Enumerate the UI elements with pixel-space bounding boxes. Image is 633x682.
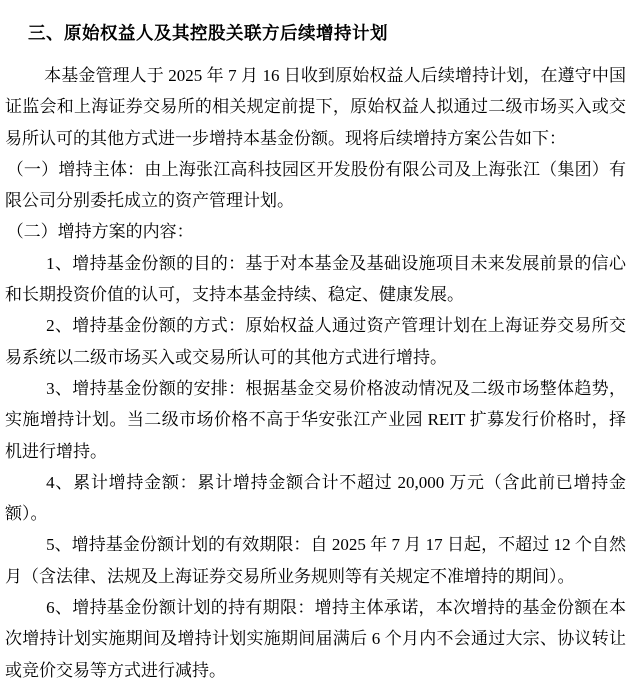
paragraph-plan-title: （二）增持方案的内容： bbox=[6, 222, 194, 242]
paragraph-item-1: 1、增持基金份额的目的：基于对本基金及基础设施项目未来发展前景的信心和长期投资价值的认可，支持本基金持续、稳定、健康发展。 bbox=[5, 253, 626, 305]
paragraph-item-2: 2、增持基金份额的方式：原始权益人通过资产管理计划在上海证券交易所交易系统以二级市场买入或交易所认可的其他方式进行增持。 bbox=[5, 316, 626, 367]
paragraph-subject: （一）增持主体：由上海张江高科技园区开发股份有限公司及上海张江（集团）有限公司分别委托成立的资产管理计划。 bbox=[5, 159, 626, 211]
paragraph-item-6: 6、增持基金份额计划的持有期限：增持主体承诺，本次增持的基金份额在本次增持计划实施期间及增持计划实施期间届满后 6 个月内不会通过大宗、协议转让或竞价交易等方式进行减持。 bbox=[5, 598, 626, 680]
paragraph-item-3: 3、增持基金份额的安排：根据基金交易价格波动情况及二级市场整体趋势，实施增持计划。当二级市场价格不高于华安张江产业园 REIT 扩募发行价格时，择机进行增持。 bbox=[5, 378, 626, 461]
paragraph-intro: 本基金管理人于 2025 年 7 月 16 日收到原始权益人后续增持计划，在遵守中国证监会和上海证券交易所的相关规定前提下，原始权益人拟通过二级市场买入或交易所认可的其他方式进一步增持本基金份额。现将后续增持方案公告如下： bbox=[5, 66, 626, 148]
paragraph-item-5: 5、增持基金份额计划的有效期限：自 2025 年 7 月 17 日起，不超过 12 个自然月（含法律、法规及上海证券交易所业务规则等有关规定不准增持的期间）。 bbox=[5, 535, 626, 586]
section-heading: 三、原始权益人及其控股关联方后续增持计划 bbox=[28, 23, 388, 43]
paragraph-item-4: 4、累计增持金额：累计增持金额合计不超过 20,000 万元（含此前已增持金额）。 bbox=[5, 472, 626, 524]
